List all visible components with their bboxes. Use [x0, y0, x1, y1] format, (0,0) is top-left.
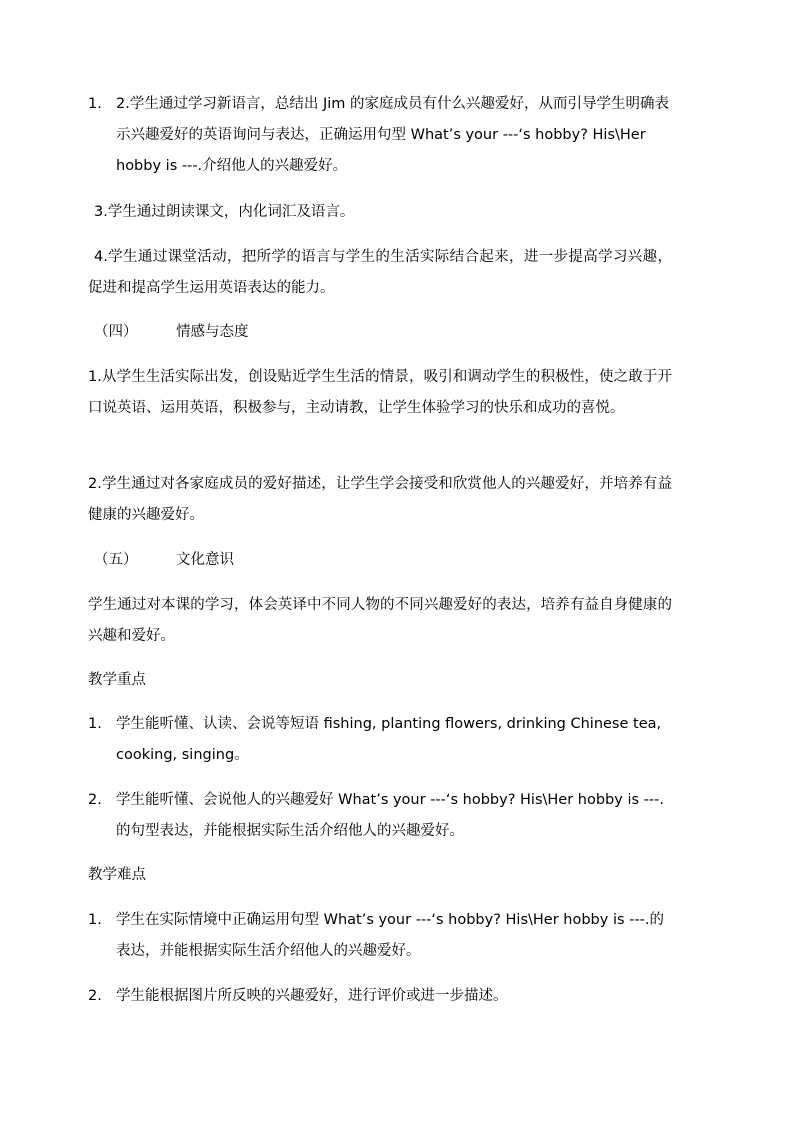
difficulty-item	[88, 981, 672, 1012]
section-title: 文化意识	[176, 552, 234, 568]
section-title: 情感与态度	[176, 324, 249, 340]
list-number: 1.	[88, 96, 102, 112]
heading-key-points: 教学重点	[88, 672, 146, 688]
paragraph-4: 4.学生通过课堂活动，把所学的语言与学生的生活实际结合起来，进一步提高学习兴趣，促进和提高学生运用英语表达的能力。	[88, 249, 672, 296]
list-item-1	[88, 89, 672, 182]
list-number: 1.	[88, 716, 102, 732]
list-text: 学生能根据图片所反映的兴趣爱好，进行评价或进一步描述。	[116, 988, 508, 1004]
section-heading-4	[88, 317, 678, 348]
paragraph-attitude-1: 1.从学生生活实际出发，创设贴近学生生活的情景，吸引和调动学生的积极性，使之敢于开口说英语、运用英语，积极参与，主动请教，让学生体验学习的快乐和成功的喜悦。	[88, 369, 672, 416]
section-heading-5	[88, 545, 678, 576]
key-point-item	[88, 785, 672, 847]
list-number: 2.	[88, 988, 102, 1004]
list-number: 1.	[88, 912, 102, 928]
list-text: 学生在实际情境中正确运用句型 What’s your ---‘s hobby? His\Her hobby is ---.的表达，并能根据实际生活介绍他人的兴趣爱好。	[116, 912, 664, 959]
list-text: 学生能听懂、会说他人的兴趣爱好 What’s your ---‘s hobby? His\Her hobby is ---.的句型表达，并能根据实际生活介绍他人的兴趣爱好。	[116, 792, 664, 839]
list-text: 2.学生通过学习新语言，总结出 Jim 的家庭成员有什么兴趣爱好，从而引导学生明确表示兴趣爱好的英语询问与表达，正确运用句型 What’s your ---‘s hobby? His\Her hobby is ---.介绍他人的兴趣爱好。	[116, 96, 669, 174]
key-point-item	[88, 709, 672, 771]
difficulty-item	[88, 905, 672, 967]
section-number: （五）	[94, 552, 138, 568]
section-number: （四）	[94, 324, 138, 340]
paragraph-culture: 学生通过对本课的学习，体会英译中不同人物的不同兴趣爱好的表达，培养有益自身健康的兴趣和爱好。	[88, 597, 672, 644]
paragraph-3: 3.学生通过朗读课文，内化词汇及语言。	[94, 204, 355, 220]
heading-difficulties: 教学难点	[88, 867, 146, 883]
list-text: 学生能听懂、认读、会说等短语 fishing, planting flowers, drinking Chinese tea, cooking, singing。	[116, 716, 662, 763]
paragraph-attitude-2: 2.学生通过对各家庭成员的爱好描述，让学生学会接受和欣赏他人的兴趣爱好，并培养有益健康的兴趣爱好。	[88, 476, 672, 523]
list-number: 2.	[88, 792, 102, 808]
